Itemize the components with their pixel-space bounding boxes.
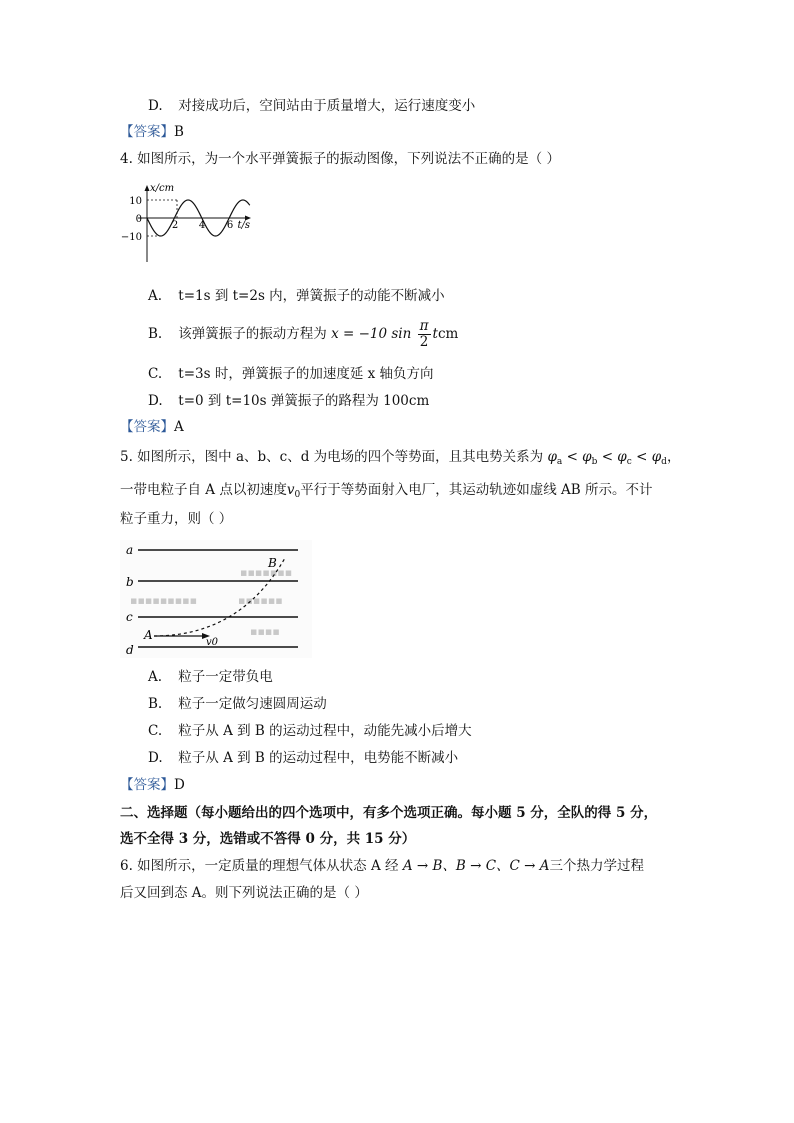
- option-text: 粒子一定带负电: [178, 669, 273, 685]
- answer-label: 【答案】: [120, 777, 174, 793]
- label-point-B: B: [268, 556, 277, 570]
- option-letter: B.: [148, 326, 163, 342]
- q5-option-c: [148, 721, 472, 741]
- equation-unit: cm: [437, 326, 459, 342]
- svg-text:▪▪▪▪▪▪: ▪▪▪▪▪▪: [238, 594, 283, 607]
- label-point-A: A: [144, 628, 153, 642]
- stem-text: 三个热力学过程: [549, 858, 644, 874]
- answer-value: B: [174, 124, 184, 140]
- option-letter: D.: [148, 98, 163, 114]
- option-text: 粒子从 A 到 B 的运动过程中，动能先减小后增大: [178, 723, 472, 739]
- section2-heading-line2: 选不全得 3 分，选错或不答得 0 分，共 15 分）: [120, 831, 416, 847]
- section2-heading-line1: 二、选择题（每小题给出的四个选项中，有多个选项正确。每小题 5 分，全队的得 5 分，: [120, 805, 658, 821]
- option-text: 对接成功后，空间站由于质量增大，运行速度变小: [178, 98, 476, 114]
- option-letter: A.: [148, 288, 163, 304]
- option-letter: C.: [148, 723, 163, 739]
- q4-option-c: [148, 364, 434, 384]
- q6-stem-line2: 后又回到态 A。则下列说法正确的是（ ）: [120, 885, 368, 901]
- q5-stem-line2: [120, 480, 652, 505]
- stem-text: 6. 如图所示，一定质量的理想气体从状态 A 经: [120, 858, 399, 874]
- label-v0: v0: [206, 637, 219, 648]
- q4-option-b: [148, 319, 458, 350]
- answer-value: D: [174, 777, 185, 793]
- initial-velocity: $v_0$: [286, 482, 301, 500]
- q5-stem-line1: [120, 447, 680, 472]
- stem-text: ，: [666, 449, 681, 465]
- x-tick-6: 6: [226, 220, 234, 231]
- y-tick-neg: −10: [120, 232, 142, 243]
- option-text: 粒子一定做匀速圆周运动: [178, 696, 327, 712]
- y-axis-arrow: [145, 185, 150, 191]
- q5-answer: [120, 775, 185, 795]
- y-tick-zero: 0: [135, 214, 142, 225]
- option-text: t=3s 时，弹簧振子的加速度延 x 轴负方向: [178, 366, 434, 382]
- option-letter: C.: [148, 366, 163, 382]
- q4-option-d: [148, 391, 429, 411]
- svg-text:▪▪▪▪▪▪▪: ▪▪▪▪▪▪▪: [240, 566, 293, 579]
- q6-stem-line1: [120, 856, 644, 876]
- x-axis-label: t/s: [237, 220, 250, 231]
- stem-text: 一带电粒子自 A 点以初速度: [120, 482, 287, 498]
- option-text: t=0 到 t=10s 弹簧振子的路程为 100cm: [178, 393, 430, 409]
- svg-text:▪▪▪▪▪▪▪▪▪: ▪▪▪▪▪▪▪▪▪: [130, 594, 198, 607]
- stem-text: 5. 如图所示，图中 a、b、c、d 为电场的四个等势面，且其电势关系为: [120, 449, 544, 465]
- potential-relation: $\varphi_a < \varphi_b < \varphi_c < \varphi_d$: [547, 449, 667, 467]
- label-a: a: [126, 543, 134, 557]
- equipotential-diagram: [120, 540, 312, 658]
- x-tick-2: 2: [171, 220, 179, 231]
- answer-value: A: [174, 419, 184, 435]
- q5-option-d: [148, 748, 458, 768]
- y-tick-pos: 10: [129, 196, 142, 207]
- option-text: 该弹簧振子的振动方程为: [178, 326, 327, 342]
- q4-answer: [120, 417, 184, 437]
- fraction-numerator: π: [419, 318, 429, 334]
- q4-stem: 4. 如图所示，为一个水平弹簧振子的振动图像，下列说法不正确的是（ ）: [120, 151, 560, 167]
- q4-vibration-graph: [120, 182, 260, 266]
- answer-label: 【答案】: [120, 124, 174, 140]
- q3-option-d: [148, 96, 475, 116]
- option-letter: D.: [148, 393, 163, 409]
- x-tick-4: 4: [198, 220, 206, 231]
- q5-option-b: [148, 694, 327, 714]
- equation-lhs: x = −10 sin: [331, 326, 412, 342]
- option-text: t=1s 到 t=2s 内，弹簧振子的动能不断减小: [178, 288, 445, 304]
- sine-graph: [120, 182, 260, 266]
- equation-fraction: [418, 319, 431, 350]
- answer-label: 【答案】: [120, 419, 174, 435]
- label-d: d: [126, 643, 134, 657]
- q3-answer: [120, 122, 184, 142]
- y-axis-label: x/cm: [150, 183, 175, 194]
- q5-stem-line3: 粒子重力，则（ ）: [120, 511, 233, 527]
- process-sequence: A → B、B → C、C → A: [402, 858, 550, 874]
- label-b: b: [126, 575, 134, 589]
- option-letter: B.: [148, 696, 163, 712]
- option-letter: A.: [148, 669, 163, 685]
- equation-rhs: t: [432, 326, 438, 342]
- fraction-denominator: 2: [419, 334, 429, 350]
- q5-equipotential-figure: [120, 540, 312, 658]
- option-text: 粒子从 A 到 B 的运动过程中，电势能不断减小: [178, 750, 459, 766]
- svg-text:▪▪▪▪: ▪▪▪▪: [250, 625, 280, 638]
- q5-option-a: [148, 667, 273, 687]
- stem-text: 平行于等势面射入电厂，其运动轨迹如虚线 AB 所示。不计: [300, 482, 653, 498]
- label-c: c: [126, 610, 133, 624]
- option-letter: D.: [148, 750, 163, 766]
- q4-option-a: [148, 286, 445, 306]
